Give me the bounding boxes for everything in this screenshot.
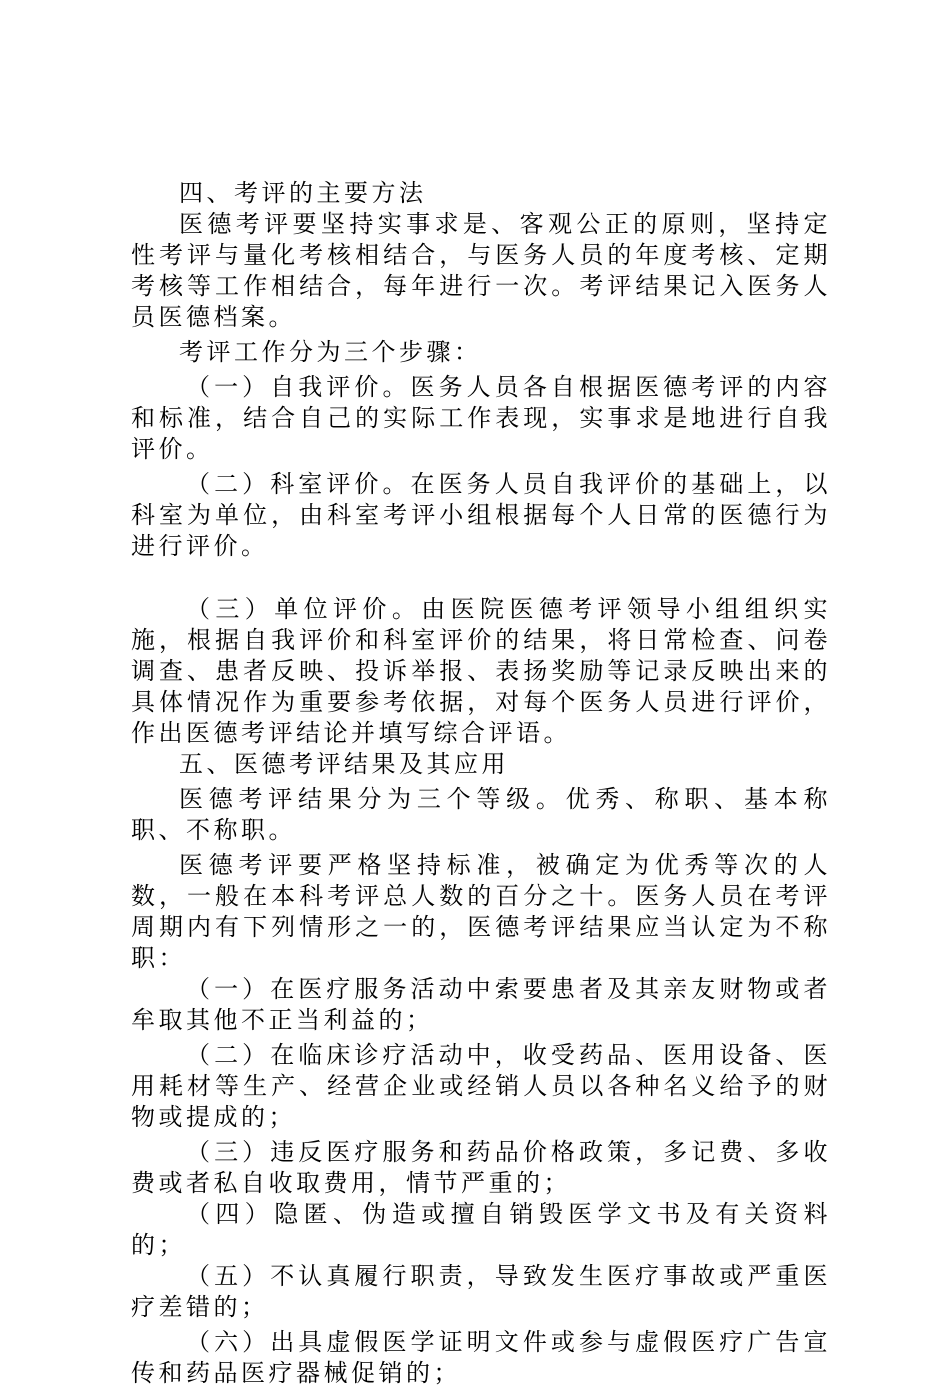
list-item-condition-4: （四）隐匿、伪造或擅自销毁医学文书及有关资料的； — [131, 1200, 831, 1259]
list-item-condition-1: （一）在医疗服务活动中索要患者及其亲友财物或者牟取其他不正当利益的； — [131, 975, 831, 1034]
paragraph-steps-intro: 考评工作分为三个步骤： — [179, 338, 482, 366]
list-item-unit-evaluation: （三）单位评价。由医院医德考评领导小组组织实施，根据自我评价和科室评价的结果，将日常检查、问卷调查、患者反映、投诉举报、表扬奖励等记录反映出来的具体情况作为重要参考依据，对每个医务人员进行评价，作出医德考评结论并填写综合评语。 — [131, 595, 831, 747]
list-item-condition-6: （六）出具虚假医学证明文件或参与虚假医疗广告宣传和药品医疗器械促销的； — [131, 1328, 831, 1387]
list-item-department-evaluation: （二）科室评价。在医务人员自我评价的基础上，以科室为单位，由科室考评小组根据每个人日常的医德行为进行评价。 — [131, 470, 831, 560]
paragraph-grades: 医德考评结果分为三个等级。优秀、称职、基本称职、不称职。 — [131, 785, 831, 844]
section-heading-results: 五、医德考评结果及其应用 — [179, 750, 509, 778]
list-item-self-evaluation: （一）自我评价。医务人员各自根据医德考评的内容和标准，结合自己的实际工作表现，实事求是地进行自我评价。 — [131, 373, 831, 463]
document-body — [131, 178, 831, 1389]
list-item-condition-5: （五）不认真履行职责，导致发生医疗事故或严重医疗差错的； — [131, 1262, 831, 1321]
section-heading-methods: 四、考评的主要方法 — [179, 179, 427, 207]
paragraph-standards: 医德考评要严格坚持标准，被确定为优秀等次的人数，一般在本科考评总人数的百分之十。医务人员在考评周期内有下列情形之一的，医德考评结果应当认定为不称职： — [131, 851, 831, 972]
list-item-condition-2: （二）在临床诊疗活动中，收受药品、医用设备、医用耗材等生产、经营企业或经销人员以各种名义给予的财物或提成的； — [131, 1041, 831, 1131]
paragraph-principles: 医德考评要坚持实事求是、客观公正的原则，坚持定性考评与量化考核相结合，与医务人员的年度考核、定期考核等工作相结合，每年进行一次。考评结果记入医务人员医德档案。 — [131, 210, 831, 331]
list-item-condition-3: （三）违反医疗服务和药品价格政策，多记费、多收费或者私自收取费用，情节严重的； — [131, 1138, 831, 1197]
